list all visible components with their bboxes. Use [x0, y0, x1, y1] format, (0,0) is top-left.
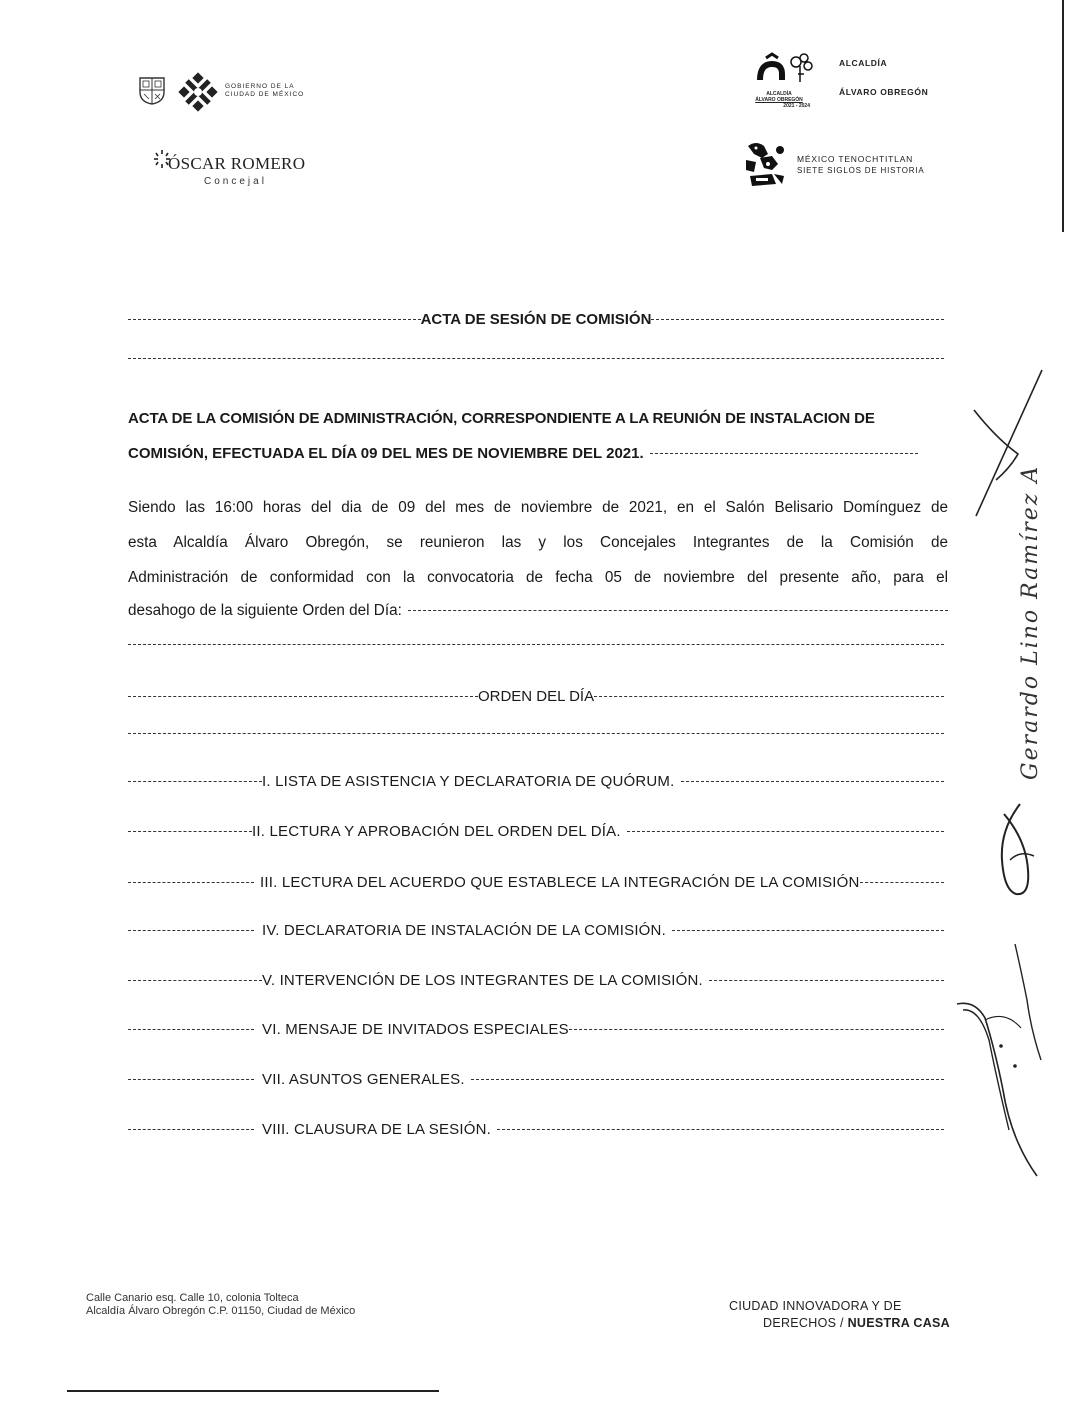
gobierno-text	[225, 83, 304, 99]
dash-fill	[681, 781, 945, 782]
document-heading: ACTA DE SESIÓN DE COMISIÓN	[420, 311, 652, 328]
agenda-item-text: I. LISTA DE ASISTENCIA Y DECLARATORIA DE QUÓRUM.	[262, 773, 675, 790]
dash-fill	[672, 930, 944, 931]
subject-line-2-row	[128, 445, 918, 462]
dash-fill	[860, 882, 944, 883]
agenda-item-text: VIII. CLAUSURA DE LA SESIÓN.	[262, 1121, 492, 1138]
agenda-title-row	[128, 688, 944, 705]
alcaldia-name: ÁLVARO OBREGÓN	[839, 87, 929, 97]
paragraph-line: Siendo las 16:00 horas del dia de 09 del mes de noviembre de 2021, en el Salón Belisario Domínguez de	[128, 499, 948, 516]
dash-fill	[128, 980, 262, 981]
dash-fill	[594, 696, 944, 697]
concejal-role: Concejal	[204, 176, 267, 187]
handwritten-name: Gerardo Lino Ramírez A	[1018, 464, 1043, 780]
dash-fill	[128, 733, 944, 734]
dash-fill	[128, 1079, 254, 1080]
dash-fill	[128, 1129, 254, 1130]
dash-fill	[709, 980, 944, 981]
paragraph-last: desahogo de la siguiente Orden del Día:	[128, 602, 402, 619]
footer-slogan	[729, 1298, 950, 1332]
separator-line	[128, 733, 944, 734]
slogan-line-2-a: DERECHOS /	[763, 1316, 848, 1330]
paragraph-last-row	[128, 602, 948, 620]
separator-line	[128, 644, 944, 645]
handwritten-name-signature	[1018, 465, 1043, 780]
alcaldia-label: ALCALDÍA	[839, 58, 888, 68]
dash-fill	[128, 781, 262, 782]
footer-address	[86, 1292, 355, 1318]
address-line-2: Alcaldía Álvaro Obregón C.P. 01150, Ciudad de México	[86, 1305, 356, 1317]
agenda-item	[128, 922, 944, 939]
tenochtitlan-line-2: SIETE SIGLOS DE HISTORIA	[797, 166, 925, 175]
separator-line	[128, 358, 944, 359]
tenochtitlan-line-1: MÉXICO TENOCHTITLAN	[797, 154, 914, 164]
agenda-item-text: V. INTERVENCIÓN DE LOS INTEGRANTES DE LA COMISIÓN.	[262, 972, 703, 989]
scan-edge-line	[1062, 0, 1064, 232]
concejal-name: ÓSCAR ROMERO	[168, 154, 306, 173]
agenda-item	[128, 773, 944, 790]
paragraph-line: esta Alcaldía Álvaro Obregón, se reunieron las y los Concejales Integrantes de la Comisión de	[128, 534, 948, 551]
dash-fill	[627, 831, 944, 832]
dash-fill	[650, 453, 918, 454]
gobierno-line-2: CIUDAD DE MÉXICO	[225, 91, 305, 98]
dash-fill	[128, 930, 254, 931]
agenda-item-text: IV. DECLARATORIA DE INSTALACIÓN DE LA COMISIÓN.	[262, 922, 666, 939]
footer-rule	[67, 1390, 439, 1392]
agenda-item	[128, 1071, 944, 1088]
dash-fill	[128, 831, 252, 832]
heading-line	[128, 311, 944, 328]
signature-loop-icon	[990, 800, 1040, 900]
logo-caption-1: ALCALDÍA	[766, 91, 792, 97]
agenda-item	[128, 1021, 944, 1038]
alcaldia-logo-icon	[752, 50, 822, 90]
slogan-line-2-b: NUESTRA CASA	[847, 1316, 951, 1330]
subject-line-1: ACTA DE LA COMISIÓN DE ADMINISTRACIÓN, CORRESPONDIENTE A LA REUNIÓN DE INSTALACION DE	[128, 410, 875, 427]
dash-fill	[651, 319, 944, 320]
cdmx-logo-icon	[178, 72, 218, 112]
dash-fill	[408, 610, 948, 611]
dash-fill	[128, 696, 478, 697]
agenda-item-text: II. LECTURA Y APROBACIÓN DEL ORDEN DEL DÍA.	[252, 823, 621, 840]
alcaldia-logo-caption	[748, 91, 810, 109]
signature-scrawl-icon	[955, 940, 1045, 1180]
tenochtitlan-glyph-icon	[742, 140, 788, 188]
logo-caption-2: ÁLVARO OBREGÓN	[755, 97, 803, 103]
agenda-item	[128, 1121, 944, 1138]
gobierno-line-1: GOBIERNO DE LA	[225, 83, 295, 90]
agenda-item	[128, 972, 944, 989]
dash-fill	[128, 1029, 254, 1030]
coat-of-arms-icon	[136, 74, 168, 106]
address-line-1: Calle Canario esq. Calle 10, colonia Tolteca	[86, 1292, 299, 1304]
dash-fill	[128, 358, 944, 359]
paragraph-line: Administración de conformidad con la convocatoria de fecha 05 de noviembre del presente año, para el	[128, 569, 948, 586]
subject-line-2: COMISIÓN, EFECTUADA EL DÍA 09 DEL MES DE NOVIEMBRE DEL 2021.	[128, 445, 644, 462]
agenda-title: ORDEN DEL DÍA	[477, 688, 595, 705]
dash-fill	[128, 644, 944, 645]
dash-fill	[569, 1029, 944, 1030]
agenda-item-text: III. LECTURA DEL ACUERDO QUE ESTABLECE LA INTEGRACIÓN DE LA COMISIÓN	[260, 874, 860, 891]
tenochtitlan-text	[797, 153, 925, 177]
dash-fill	[497, 1129, 944, 1130]
slogan-line-1: CIUDAD INNOVADORA Y DE	[729, 1299, 902, 1313]
agenda-item	[128, 874, 944, 891]
agenda-item-text: VI. MENSAJE DE INVITADOS ESPECIALES	[262, 1021, 569, 1038]
dash-fill	[471, 1079, 944, 1080]
agenda-item-text: VII. ASUNTOS GENERALES.	[262, 1071, 465, 1088]
opening-paragraph	[128, 490, 948, 595]
dash-fill	[128, 882, 254, 883]
slogan-line-2	[729, 1315, 950, 1332]
logo-caption-3: 2021 - 2024	[783, 103, 810, 109]
dash-fill	[128, 319, 421, 320]
agenda-item	[128, 823, 944, 840]
